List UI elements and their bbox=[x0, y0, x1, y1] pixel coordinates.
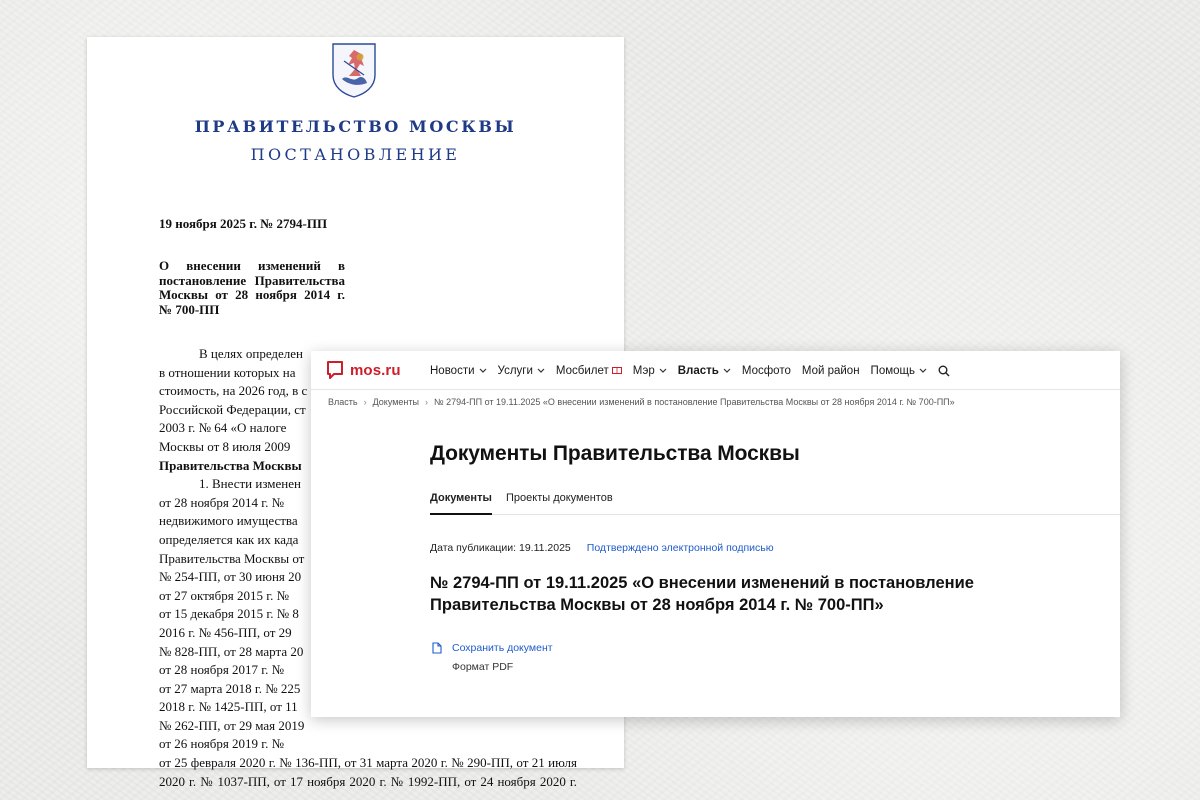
moscow-coat-of-arms-icon bbox=[330, 41, 378, 99]
body-line: 1. Внести изменен bbox=[199, 476, 301, 492]
save-document-link[interactable]: Сохранить документ bbox=[452, 642, 553, 654]
document-meta bbox=[430, 542, 774, 554]
body-line: № 254-ПП, от 30 июня 20 bbox=[159, 569, 302, 585]
body-line: В целях определен bbox=[199, 346, 304, 361]
body-line: от 28 ноября 2014 г. № bbox=[159, 494, 285, 510]
subject-line: № 700-ПП bbox=[159, 301, 220, 317]
signature-link[interactable]: Подтверждено электронной подписью bbox=[586, 542, 774, 554]
nav-item-label: Мэр bbox=[632, 364, 655, 377]
chevron-down-icon bbox=[659, 368, 667, 373]
breadcrumb bbox=[328, 397, 955, 407]
breadcrumb-item-current: № 2794-ПП от 19.11.2025 «О внесении изменений в постановление Правительства Москвы от 28 ноября 2014 г. № 700-ПП» bbox=[433, 397, 955, 407]
government-title: ПРАВИТЕЛЬСТВО МОСКВЫ bbox=[194, 117, 517, 136]
body-line: № 262-ПП, от 29 мая 2019 bbox=[159, 717, 305, 733]
file-icon bbox=[432, 642, 442, 654]
subject-line: постановление Правительства bbox=[159, 272, 345, 288]
chevron-down-icon bbox=[723, 368, 731, 373]
chevron-down-icon bbox=[919, 368, 927, 373]
tab-documents[interactable]: Документы bbox=[430, 492, 492, 515]
page-title: Документы Правительства Москвы bbox=[430, 442, 800, 465]
main-menu bbox=[430, 351, 950, 390]
body-line: от 27 марта 2018 г. № 225 bbox=[159, 680, 301, 696]
body-line: недвижимого имущества bbox=[159, 513, 298, 529]
body-line: от 27 октября 2015 г. № bbox=[159, 587, 290, 603]
breadcrumb-arrow-icon: › bbox=[363, 397, 367, 407]
mos-logo-icon bbox=[326, 360, 344, 380]
nav-item-mosfoto[interactable] bbox=[742, 365, 791, 377]
nav-item-services[interactable] bbox=[498, 365, 545, 377]
nav-item-help[interactable] bbox=[871, 365, 927, 377]
tab-draft-documents[interactable]: Проекты документов bbox=[506, 492, 613, 504]
document-heading: № 2794-ПП от 19.11.2025 «О внесении изменений в постановление Правительства Москвы от 28 ноября 2014 г. № 700-ПП» bbox=[430, 574, 974, 614]
nav-item-label: Мой район bbox=[801, 364, 860, 377]
nav-item-my-district[interactable] bbox=[802, 365, 860, 377]
breadcrumb-item-documents[interactable]: Документы bbox=[372, 397, 419, 407]
document-date-number: 19 ноября 2025 г. № 2794-ПП bbox=[159, 216, 328, 231]
breadcrumb-arrow-icon: › bbox=[424, 397, 428, 407]
body-line: 2016 г. № 456-ПП, от 29 bbox=[159, 624, 292, 640]
nav-item-label: Власть bbox=[677, 364, 719, 377]
subject-line: О внесении изменений в bbox=[159, 258, 345, 273]
nav-item-label: Мосфото bbox=[741, 364, 791, 377]
body-line: в отношении которых на bbox=[159, 364, 296, 380]
body-line: от 25 февраля 2020 г. № 136-ПП, от 31 марта 2020 г. № 290-ПП, от 21 июля bbox=[159, 755, 577, 771]
chevron-down-icon bbox=[537, 368, 545, 373]
search-icon[interactable] bbox=[938, 365, 950, 377]
body-line: от 28 ноября 2017 г. № bbox=[159, 662, 285, 678]
document-subject bbox=[159, 259, 345, 317]
body-line: Правительства Москвы bbox=[159, 457, 302, 473]
body-line: Москвы от 8 июля 2009 bbox=[159, 438, 291, 454]
logo-text: mos.ru bbox=[350, 361, 401, 379]
nav-item-mosbilet[interactable] bbox=[556, 365, 622, 377]
breadcrumb-item-government[interactable]: Власть bbox=[328, 397, 358, 407]
nav-item-label: Новости bbox=[430, 364, 475, 377]
save-document-button[interactable] bbox=[432, 642, 553, 654]
body-line: 2020 г. № 1037-ПП, от 17 ноября 2020 г. № 1992-ПП, от 24 ноября 2020 г. bbox=[159, 773, 577, 789]
site-logo[interactable] bbox=[326, 360, 401, 380]
nav-item-label: Услуги bbox=[497, 364, 533, 377]
nav-item-government[interactable] bbox=[678, 365, 731, 377]
mos-ru-page bbox=[311, 351, 1120, 717]
nav-item-mayor[interactable] bbox=[633, 365, 667, 377]
document-type: ПОСТАНОВЛЕНИЕ bbox=[250, 145, 461, 164]
body-line: Правительства Москвы от bbox=[159, 550, 305, 566]
body-line: определяется как их када bbox=[159, 531, 299, 547]
body-line: 2003 г. № 64 «О налоге bbox=[159, 420, 287, 436]
body-line: Российской Федерации, ст bbox=[159, 401, 306, 417]
file-format: Формат PDF bbox=[452, 661, 514, 673]
subject-line: Москвы от 28 ноября 2014 г. bbox=[159, 287, 345, 302]
publication-date: Дата публикации: 19.11.2025 bbox=[430, 542, 571, 554]
body-line: № 828-ПП, от 28 марта 20 bbox=[159, 643, 304, 659]
tabs bbox=[430, 489, 1120, 515]
nav-item-label: Помощь bbox=[870, 364, 915, 377]
top-navigation-bar bbox=[311, 351, 1120, 390]
nav-item-label: Мосбилет bbox=[555, 364, 609, 377]
body-line: от 26 ноября 2019 г. № bbox=[159, 736, 285, 752]
body-line: от 15 декабря 2015 г. № 8 bbox=[159, 606, 299, 622]
chevron-down-icon bbox=[479, 368, 487, 373]
nav-item-news[interactable] bbox=[430, 365, 487, 377]
ticket-icon bbox=[612, 367, 622, 374]
body-line: стоимость, на 2026 год, в с bbox=[159, 383, 308, 399]
body-line: 2018 г. № 1425-ПП, от 11 bbox=[159, 699, 298, 715]
